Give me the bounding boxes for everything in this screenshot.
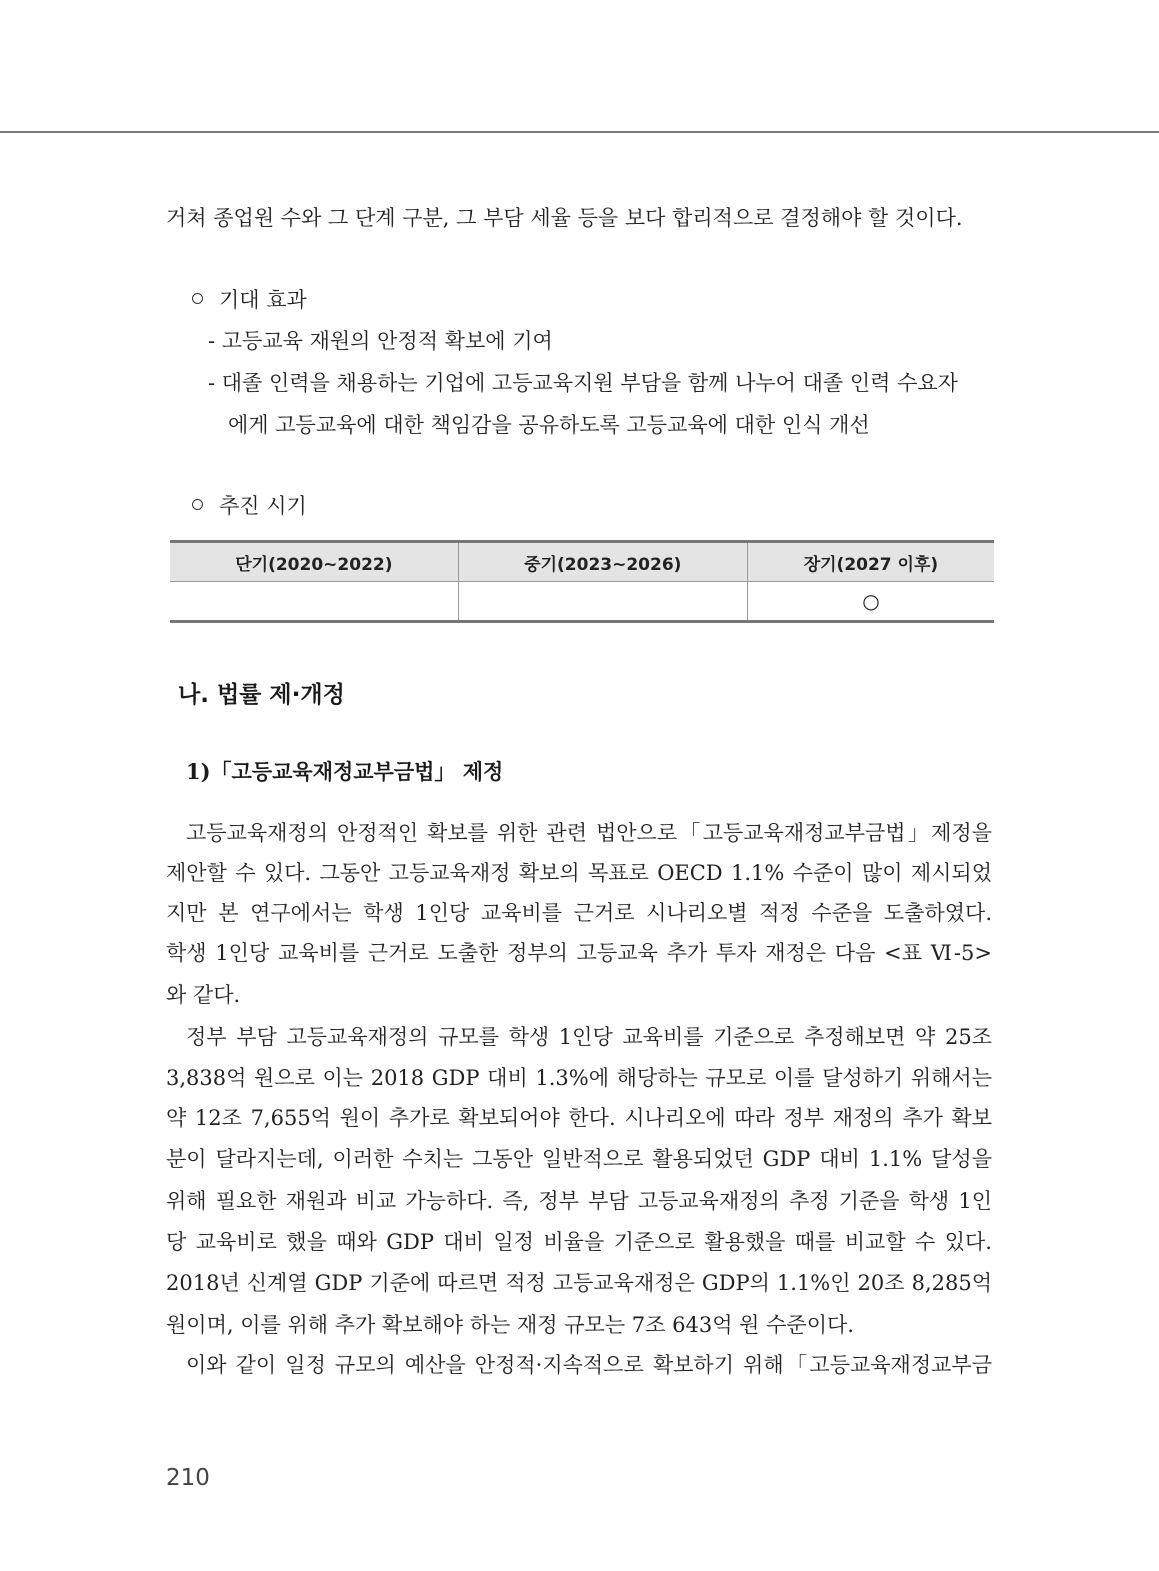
intro-line: 거쳐 종업원 수와 그 단계 구분, 그 부담 세율 등을 보다 합리적으로 결정해야 할 것이다. <box>166 206 963 230</box>
timing-header-row <box>170 542 994 582</box>
sub-heading: 1)「고등교육재정교부금법」 제정 <box>186 759 504 784</box>
paragraph-line: 분이 달라지는데, 이러한 수치는 그동안 일반적으로 활용되었던 GDP 대비 1.1% 달성을 <box>166 1147 992 1171</box>
effects-item-2-line-1: - 대졸 인력을 채용하는 기업에 고등교육지원 부담을 함께 나누어 대졸 인력 수요자 <box>208 371 958 395</box>
paragraph-line: 원이며, 이를 위해 추가 확보해야 하는 재정 규모는 7조 643억 원 수준이다. <box>166 1313 854 1337</box>
timing-header-short: 단기(2020~2022) <box>170 542 458 582</box>
page-number: 210 <box>166 1465 210 1491</box>
paragraph-line: 고등교육재정의 안정적인 확보를 위한 관련 법안으로「고등교육재정교부금법」제정을 <box>186 821 992 845</box>
effects-title: 기대 효과 <box>219 288 307 312</box>
effects-item-1: - 고등교육 재원의 안정적 확보에 기여 <box>208 329 553 353</box>
paragraph-line: 정부 부담 고등교육재정의 규모를 학생 1인당 교육비를 기준으로 추정해보면 약 25조 <box>186 1025 992 1049</box>
effects-item-2-line-2: 에게 고등교육에 대한 책임감을 공유하도록 고등교육에 대한 인식 개선 <box>228 413 870 437</box>
circle-bullet-icon <box>192 293 203 304</box>
paragraph-line: 위해 필요한 재원과 비교 가능하다. 즉, 정부 부담 고등교육재정의 추정 기준을 학생 1인 <box>166 1189 992 1213</box>
circle-bullet-icon <box>192 499 203 510</box>
header-rule <box>0 131 1159 133</box>
timing-mark-row <box>170 582 994 622</box>
timing-title: 추진 시기 <box>219 494 307 518</box>
timing-table <box>170 540 994 623</box>
effects-title-row <box>192 285 307 315</box>
paragraph-line: 약 12조 7,655억 원이 추가로 확보되어야 한다. 시나리오에 따라 정부 재정의 추가 확보 <box>166 1106 992 1130</box>
paragraph-line: 와 같다. <box>166 983 241 1007</box>
timing-header-mid: 중기(2023~2026) <box>458 542 747 582</box>
paragraph-line: 이와 같이 일정 규모의 예산을 안정적·지속적으로 확보하기 위해「고등교육재정교부금 <box>186 1353 992 1377</box>
paragraph-line: 지만 본 연구에서는 학생 1인당 교육비를 근거로 시나리오별 적정 수준을 도출하였다. <box>166 901 992 925</box>
paragraph-line: 학생 1인당 교육비를 근거로 도출한 정부의 고등교육 추가 투자 재정은 다음 <표 Ⅵ-5> <box>166 941 992 965</box>
section-heading: 나. 법률 제·개정 <box>178 682 345 708</box>
timing-mark-mid <box>458 582 747 622</box>
timing-header-long: 장기(2027 이후) <box>747 542 994 582</box>
timing-mark-long: ○ <box>747 582 994 622</box>
paragraph-line: 제안할 수 있다. 그동안 고등교육재정 확보의 목표로 OECD 1.1% 수준이 많이 제시되었 <box>166 861 992 885</box>
timing-title-row <box>192 491 307 521</box>
paragraph-line: 3,838억 원으로 이는 2018 GDP 대비 1.3%에 해당하는 규모로 이를 달성하기 위해서는 <box>166 1066 992 1090</box>
paragraph-line: 당 교육비로 했을 때와 GDP 대비 일정 비율을 기준으로 활용했을 때를 비교할 수 있다. <box>166 1230 992 1254</box>
paragraph-line: 2018년 신계열 GDP 기준에 따르면 적정 고등교육재정은 GDP의 1.1%인 20조 8,285억 <box>166 1271 992 1295</box>
timing-mark-short <box>170 582 458 622</box>
